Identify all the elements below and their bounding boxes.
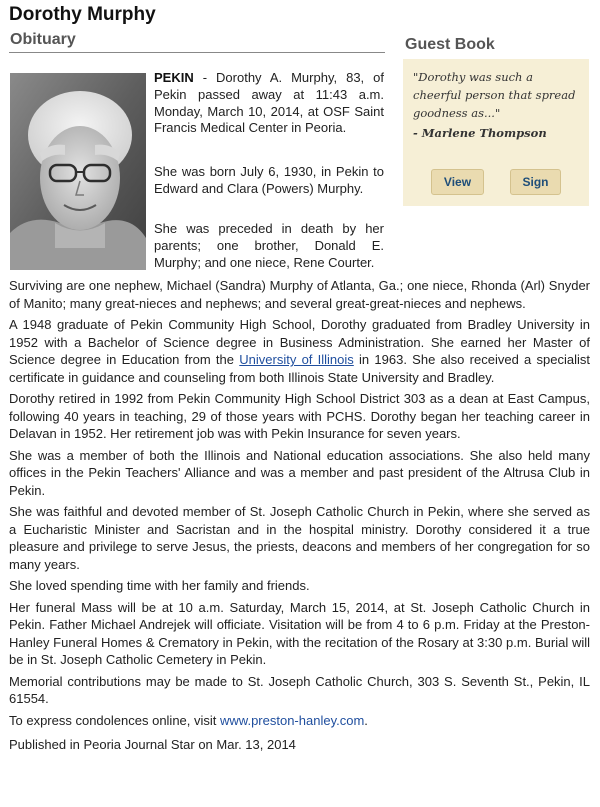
guest-book-author: - Marlene Thompson: [413, 126, 547, 140]
services-paragraph: Her funeral Mass will be at 10 a.m. Saturday, March 15, 2014, at St. Joseph Catholic Church in Pekin. Father Michael Andrejek will officiate. Visitation will be from 4 to 6 p.m. Friday at the Preston-Hanley Funeral Homes & Crematory in Pekin, with the recitation of the Rosary at 3:30 p.m. Burial will be in St. Joseph Catholic Cemetery in Pekin.: [9, 599, 590, 667]
section-title: Obituary: [10, 31, 76, 48]
survivors-paragraph: Surviving are one nephew, Michael (Sandra) Murphy of Atlanta, Ga.; one niece, Rhonda (Arl) Snyder of Manito; many great-nieces and nephews; and several great-great-nieces and nephews.: [9, 278, 590, 311]
university-link[interactable]: University of Illinois: [239, 352, 354, 367]
family-paragraph: She loved spending time with her family and friends.: [9, 578, 310, 593]
education-text-after: in 1963. She also received a specialist certificate in guidance and counseling from both Illinois State University and Bradley.: [9, 352, 590, 385]
dateline: PEKIN: [154, 70, 194, 85]
church-paragraph: She was faithful and devoted member of St. Joseph Catholic Church in Pekin, where she served as a Eucharistic Minister and Sacristan and in the hospital ministry. Dorothy considered it a true pleasure and privilege to serve Jesus, the priests, deacons and members of her congregation for so many years.: [9, 504, 590, 572]
funeral-home-link[interactable]: www.preston-hanley.com: [220, 712, 365, 728]
view-button[interactable]: View: [431, 169, 484, 195]
career-paragraph: Dorothy retired in 1992 from Pekin Community High School District 303 as a dean at East Campus, following 40 years in teaching, 29 of those years with PCHS. Dorothy began her teaching career in Delavan in 1952. Her retirement job was with Pekin Insurance for seven years.: [9, 391, 590, 441]
condolences-text-before: To express condolences online, visit: [9, 712, 221, 728]
obituary-name: Dorothy Murphy: [9, 4, 156, 25]
obituary-photo: [10, 73, 146, 270]
memorials-paragraph: Memorial contributions may be made to St. Joseph Catholic Church, 303 S. Seventh St., Pekin, IL 61554.: [9, 673, 590, 706]
condolences-text-after: .: [364, 712, 368, 728]
education-text-before: A 1948 graduate of Pekin Community High School, Dorothy graduated from Bradley University in 1952 with a Bachelor of Science degree in Business Administration. She earned her Master of Science degree in Education from the: [9, 317, 590, 367]
condolences-paragraph: [9, 712, 590, 730]
education-paragraph: [9, 316, 590, 386]
lead-text-1: - Dorothy A. Murphy, 83, of Pekin passed away at 11:43 a.m. Monday, March 10, 2014, at OSF Saint Francis Medical Center in Peoria.: [154, 70, 384, 136]
lead-paragraph-2: She was born July 6, 1930, in Pekin to Edward and Clara (Powers) Murphy.: [154, 164, 384, 196]
guest-book-title: Guest Book: [405, 36, 495, 53]
associations-paragraph: She was a member of both the Illinois and National education associations. She also held many offices in the Pekin Teachers' Alliance and was a member and past president of the Altrusa Club in Pekin.: [9, 447, 590, 498]
section-divider: [9, 52, 385, 53]
lead-paragraph-3: She was preceded in death by her parents; one brother, Donald E. Murphy; and one niece, Rene Courter.: [154, 221, 384, 270]
obituary-body: [9, 277, 590, 758]
lead-paragraph-1: [154, 70, 384, 137]
guest-book-panel: [403, 59, 589, 206]
sign-button[interactable]: Sign: [510, 169, 561, 195]
published-line: Published in Peoria Journal Star on Mar. 13, 2014: [9, 737, 296, 752]
guest-book-quote: "Dorothy was such a cheerful person that spread goodness as...": [413, 70, 576, 120]
